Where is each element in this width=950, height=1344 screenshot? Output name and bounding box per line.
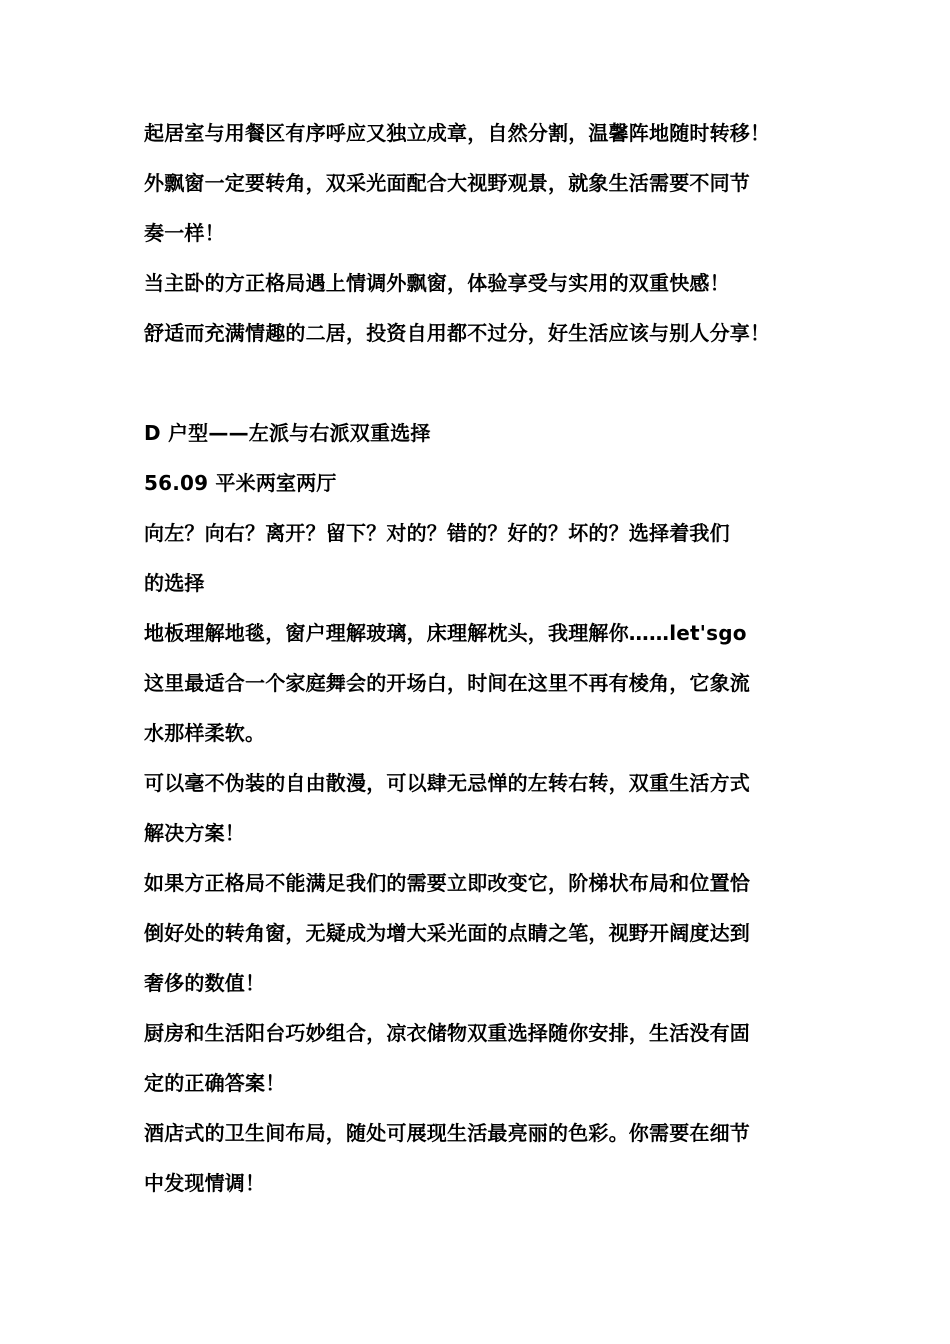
text-line: 酒店式的卫生间布局，随处可展现生活最亮丽的色彩。你需要在细节 bbox=[144, 1121, 750, 1145]
text-line: 如果方正格局不能满足我们的需要立即改变它，阶梯状布局和位置恰 bbox=[144, 871, 750, 895]
text-line: 倒好处的转角窗，无疑成为增大采光面的点睛之笔，视野开阔度达到 bbox=[144, 921, 750, 945]
text-line: 外飘窗一定要转角，双采光面配合大视野观景，就象生活需要不同节 bbox=[144, 171, 750, 195]
text-line: 奢侈的数值！ bbox=[144, 971, 266, 995]
text-line: 起居室与用餐区有序呼应又独立成章，自然分割，温馨阵地随时转移！ bbox=[144, 121, 771, 145]
document-body bbox=[144, 108, 824, 1208]
text-line: 向左？向右？离开？留下？对的？错的？好的？坏的？选择着我们 bbox=[144, 521, 730, 545]
text-line: 定的正确答案！ bbox=[144, 1071, 286, 1095]
text-line: 水那样柔软。 bbox=[144, 721, 266, 745]
text-line: 可以毫不伪装的自由散漫，可以肆无忌惮的左转右转，双重生活方式 bbox=[144, 771, 750, 795]
section-subtitle: 56.09 平米两室两厅 bbox=[144, 471, 337, 495]
text-line: 中发现情调！ bbox=[144, 1171, 266, 1195]
text-line: 解决方案！ bbox=[144, 821, 245, 845]
blank-line bbox=[144, 358, 824, 408]
text-line: 奏一样！ bbox=[144, 221, 225, 245]
text-line: 舒适而充满情趣的二居，投资自用都不过分，好生活应该与别人分享！ bbox=[144, 321, 771, 345]
text-line: 的选择 bbox=[144, 571, 205, 595]
text-line: 地板理解地毯，窗户理解玻璃，床理解枕头，我理解你……let'sgo bbox=[144, 621, 747, 645]
text-line: 当主卧的方正格局遇上情调外飘窗，体验享受与实用的双重快感！ bbox=[144, 271, 730, 295]
text-line: 这里最适合一个家庭舞会的开场白，时间在这里不再有棱角，它象流 bbox=[144, 671, 750, 695]
section-title: D 户型——左派与右派双重选择 bbox=[144, 421, 431, 445]
text-line: 厨房和生活阳台巧妙组合，凉衣储物双重选择随你安排，生活没有固 bbox=[144, 1021, 750, 1045]
